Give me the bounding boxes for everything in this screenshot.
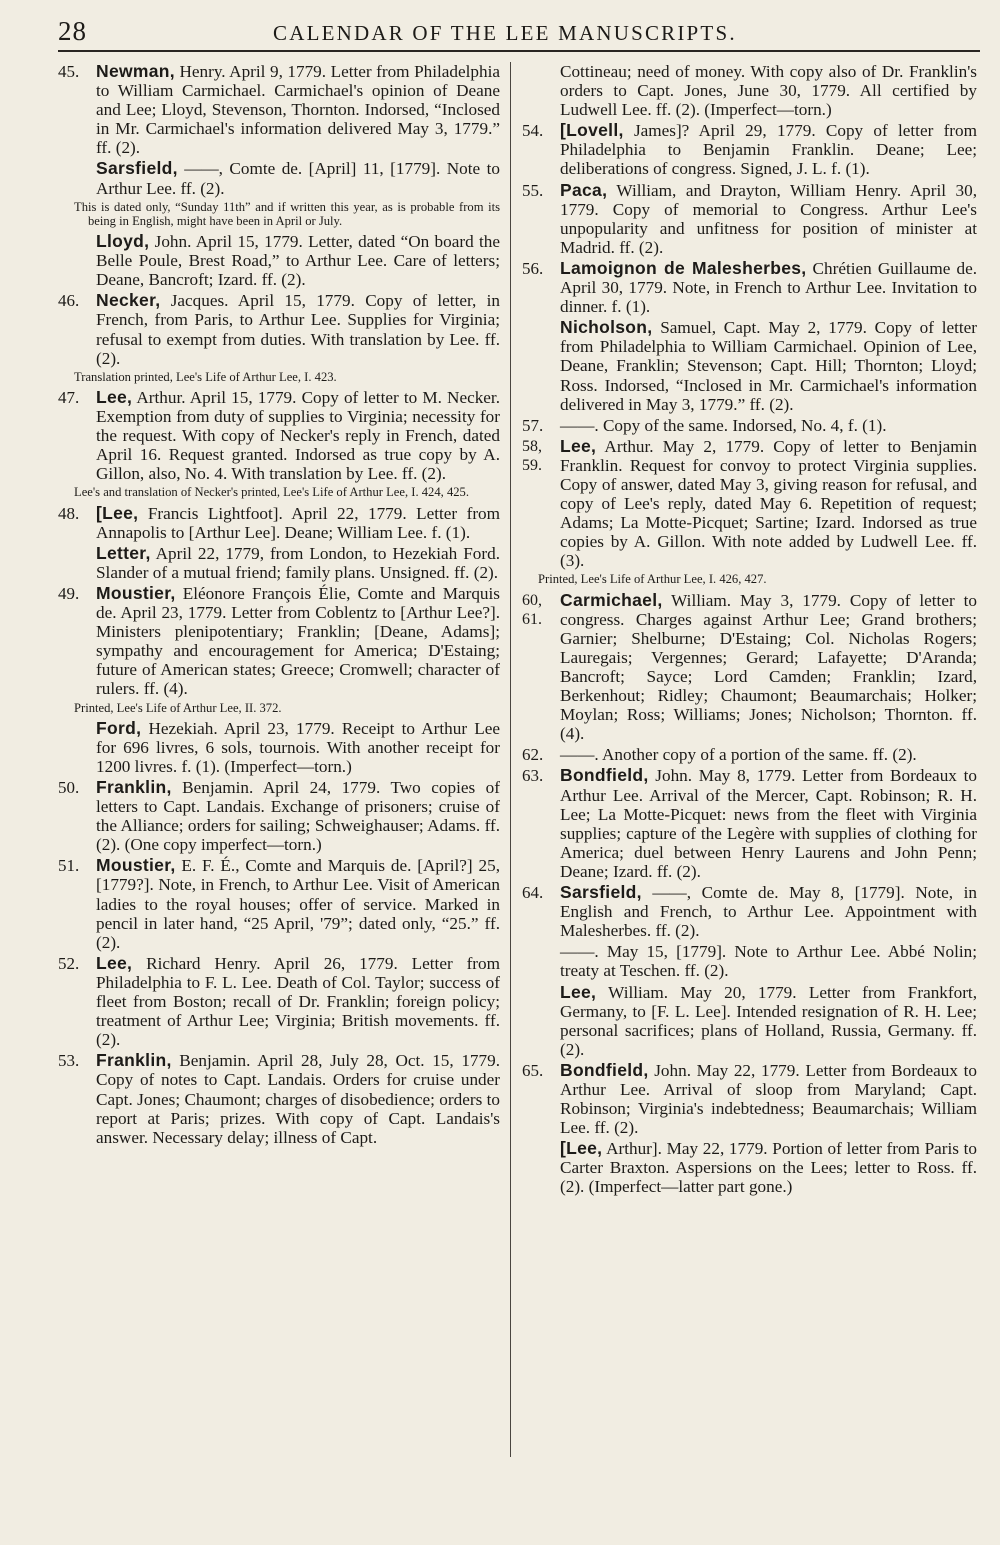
calendar-entry [522, 62, 977, 119]
entry-name: Ford, [96, 717, 142, 738]
entry-text: John. May 8, 1779. Letter from Bordeaux to Arthur Lee. Arrival of the Mercer, Capt. Robinson; R. H. Lee; La Motte-Picquet: news from the fleet with Virginia supplies; capture of the Legère with supplies of clothing for America; duel between Henry Laurens and John Penn; Deane; Izard. ff. (2). [560, 766, 977, 881]
calendar-entry [58, 778, 500, 854]
entry-name: Franklin, [96, 1050, 172, 1071]
running-title: CALENDAR OF THE LEE MANUSCRIPTS. [273, 21, 737, 45]
entry-name: Necker, [96, 290, 161, 311]
calendar-entry [522, 416, 977, 435]
entry-text: ——. May 15, [1779]. Note to Arthur Lee. Abbé Nolin; treaty at Teschen. ff. (2). [560, 942, 977, 981]
entry-number: 53. [58, 1051, 80, 1071]
printed-note: Lee's and translation of Necker's printed, Lee's Life of Arthur Lee, I. 424, 425. [74, 485, 469, 500]
column-divider [510, 62, 511, 1457]
entry-number: 47. [58, 387, 80, 407]
entry-name: Lee, [96, 386, 133, 407]
entry-number: 63. [522, 766, 544, 786]
right-column [522, 62, 977, 1199]
entry-text: Benjamin. April 28, July 28, Oct. 15, 1779. Copy of notes to Capt. Landais. Orders for cruise under Capt. Jones; Chaumont; charges of disobedience; orders to report at Paris; prizes. With copy of Capt. Landais's answer. Necessary delay; illness of Capt. [96, 1051, 500, 1147]
entry-text: ——, Comte de. [April] 11, [1779]. Note to Arthur Lee. ff. (2). [96, 159, 500, 198]
entry-number: 64. [522, 883, 544, 903]
entry-name: Moustier, [96, 855, 176, 876]
entry-number: 55. [522, 180, 544, 200]
calendar-entry [522, 1139, 977, 1196]
entry-text: ——, Comte de. May 8, [1779]. Note, in English and French, to Arthur Lee. Appointment with Malesherbes. ff. (2). [560, 883, 977, 941]
entry-name: Sarsfield, [96, 158, 178, 179]
entry-text: Chrétien Guillaume de. April 30, 1779. Note, in French to Arthur Lee. Invitation to dinner. f. (1). [560, 258, 977, 317]
entry-text: Francis Lightfoot]. April 22, 1779. Letter from Annapolis to [Arthur Lee]. Deane; William Lee. f. (1). [96, 503, 500, 542]
entry-name: Lamoignon de Malesherbes, [560, 257, 807, 278]
calendar-entry [58, 719, 500, 776]
calendar-entry [522, 766, 977, 881]
entry-text: William, and Drayton, William Henry. April 30, 1779. Copy of memorial to Congress. Arthur Lee's unpopularity and unfitness for position of minister at Madrid. ff. (2). [560, 180, 977, 257]
entry-number: 60, 61. [522, 591, 542, 628]
entry-name: Moustier, [96, 582, 176, 603]
entry-text: April 22, 1779, from London, to Hezekiah Ford. Slander of a mutual friend; family plans. Unsigned. ff. (2). [96, 543, 500, 582]
printed-note: Printed, Lee's Life of Arthur Lee, I. 426, 427. [538, 572, 767, 587]
calendar-entry [522, 121, 977, 178]
entry-text: E. F. É., Comte and Marquis de. [April?] 25, [1779?]. Note, in French, to Arthur Lee. Visit of American ladies to the royal houses; offer of service. Marked in pencil in later hand, “25 April, '79”; dated only, “25.” ff. (2). [96, 856, 500, 952]
entry-name: [Lee, [560, 1138, 603, 1159]
calendar-entry [522, 983, 977, 1059]
calendar-entry [58, 544, 500, 582]
entry-text: Benjamin. April 24, 1779. Two copies of letters to Capt. Landais. Exchange of prisoners; cruise of the Alliance; orders for sailing; Schweighauser; Adams. ff. (2). (One copy imperfect—torn.) [96, 778, 500, 855]
entry-number: 50. [58, 778, 80, 798]
calendar-entry [522, 591, 977, 744]
calendar-entry [522, 745, 977, 764]
calendar-entry [58, 584, 500, 699]
calendar-entry [58, 856, 500, 951]
calendar-entry [58, 232, 500, 289]
entry-name: [Lovell, [560, 120, 624, 141]
entry-name: Lee, [96, 952, 133, 973]
entry-name: Lee, [560, 981, 597, 1002]
calendar-entry [522, 883, 977, 940]
entry-text: Richard Henry. April 26, 1779. Letter from Philadelphia to F. L. Lee. Death of Col. Taylor; success of fleet from Boston; recall of Dr. Franklin; foreign policy; treatment of Arthur Lee; Virginia; British movements. ff. (2). [96, 953, 500, 1050]
entry-number: 48. [58, 503, 80, 523]
entry-name: Letter, [96, 542, 151, 563]
entry-text: Hezekiah. April 23, 1779. Receipt to Arthur Lee for 696 livres, 6 sols, tournois. With another receipt for 1200 livres. f. (1). (Imperfect—torn.) [96, 718, 500, 776]
printed-note: This is dated only, “Sunday 11th” and if written this year, as is probable from its being in English, might have been in April or July. [74, 199, 500, 228]
entry-text: Arthur. May 2, 1779. Copy of letter to Benjamin Franklin. Request for convoy to protect Virginia supplies. Copy of answer, dated May 3, giving reason for refusal, and copy of Lee's reply, dated May 6. Repetition of request; Adams; La Motte-Picquet; Sartine; Izard. Indorsed as true copies by A. Gillon. With note added by Ludwell Lee. ff. (3). [560, 436, 977, 571]
entry-name: [Lee, [96, 502, 139, 523]
calendar-entry [58, 388, 500, 483]
calendar-entry [58, 954, 500, 1049]
entry-text: James]? April 29, 1779. Copy of letter from Philadelphia to Benjamin Franklin. Deane; Lee; deliberations of congress. Signed, J. L. f. (1). [560, 121, 977, 179]
calendar-entry [58, 1051, 500, 1146]
entry-text: John. April 15, 1779. Letter, dated “On board the Belle Poule, Brest Road,” to Arthur Lee. Care of letters; Deane, Bancroft; Izard. ff. (2). [96, 232, 500, 290]
printed-note: Translation printed, Lee's Life of Arthur Lee, I. 423. [74, 369, 337, 384]
entry-text: Eléonore François Élie, Comte and Marquis de. April 23, 1779. Letter from Coblentz to [Arthur Lee?]. Ministers plenipotentiary; Franklin; [Deane, Adams]; sympathy and encouragement for America; D'Estaing; future of American states; Greece; Cromwell; character of rulers. ff. (4). [96, 583, 500, 699]
entry-text: ——. Another copy of a portion of the same. ff. (2). [560, 745, 917, 765]
entry-name: Franklin, [96, 777, 172, 798]
calendar-entry [522, 437, 977, 571]
entry-text: William. May 20, 1779. Letter from Frankfort, Germany, to [F. L. Lee]. Intended resignation of R. H. Lee; personal sacrifices; plans of Holland, Russia, Germany. ff. (2). [560, 982, 977, 1059]
entry-number: 52. [58, 953, 80, 973]
entry-text: Henry. April 9, 1779. Letter from Philadelphia to William Carmichael. Carmichael's opinion of Deane and Lee; Lloyd, Stevenson, Thornton. Indorsed, “Inclosed in Mr. Carmichael's information delivered May 3, 1779.” ff. (2). [96, 62, 500, 158]
entry-name: Lloyd, [96, 231, 150, 252]
entry-text: Arthur. April 15, 1779. Copy of letter to M. Necker. Exemption from duty of supplies to Virginia; necessity for the request. With copy of Necker's reply in French, dated April 16. Request granted. Indorsed as true copy by A. Gillon, also, No. 4. With translation by Lee. ff. (2). [96, 387, 500, 484]
entry-name: Paca, [560, 179, 608, 200]
header-rule [58, 50, 980, 52]
left-column [58, 62, 500, 1149]
entry-number: 54. [522, 121, 544, 141]
entry-text: Arthur]. May 22, 1779. Portion of letter from Paris to Carter Braxton. Aspersions on the Lees; letter to Ross. ff. (2). (Imperfect—latter part gone.) [560, 1139, 977, 1197]
entry-number: 49. [58, 583, 80, 603]
calendar-entry [58, 291, 500, 367]
calendar-entry [522, 259, 977, 316]
calendar-entry [58, 62, 500, 157]
entry-name: Nicholson, [560, 317, 653, 338]
entry-number: 62. [522, 745, 544, 765]
page-number: 28 [58, 16, 87, 46]
entry-number: 57. [522, 415, 544, 435]
entry-name: Bondfield, [560, 765, 649, 786]
entry-text: Cottineau; need of money. With copy also of Dr. Franklin's orders to Capt. Jones, June 30, 1779. All certified by Ludwell Lee. ff. (2). (Imperfect—torn.) [560, 62, 977, 120]
calendar-entry [522, 1061, 977, 1137]
entry-text: John. May 22, 1779. Letter from Bordeaux to Arthur Lee. Arrival of sloop from Maryland; Capt. Robinson; Virginia's indebtedness; Beaumarchais; William Lee. ff. (2). [560, 1060, 977, 1138]
entry-text: William. May 3, 1779. Copy of letter to congress. Charges against Arthur Lee; Grand brothers; Garnier; Shelburne; D'Estaing; Col. Nicholas Rogers; Lauregais; Vergennes; Gerard; Lafayette; D'Aranda; Bancroft; Sayce; Lord Camden; Franklin; Izard, Berkenhout; Ridley; Chaumont; Beaumarchais; Holker; Moylan; Ross; Williams; Jones; Nicholson; Thornton. ff. (4). [560, 590, 977, 744]
entry-number: 45. [58, 62, 80, 81]
calendar-entry [522, 318, 977, 413]
calendar-entry [522, 942, 977, 980]
entry-name: Sarsfield, [560, 882, 642, 903]
printed-note: Printed, Lee's Life of Arthur Lee, II. 372. [74, 700, 282, 715]
entry-text: ——. Copy of the same. Indorsed, No. 4, f. (1). [560, 415, 887, 435]
entry-number: 65. [522, 1060, 544, 1080]
entry-name: Carmichael, [560, 589, 663, 610]
entry-number: 51. [58, 856, 80, 876]
entry-text: Jacques. April 15, 1779. Copy of letter, in French, from Paris, to Arthur Lee. Supplies for Virginia; refusal to exempt from duties. With translation by Lee. ff. (2). [96, 291, 500, 368]
entry-number: 56. [522, 258, 544, 278]
calendar-entry [58, 504, 500, 542]
calendar-entry [522, 181, 977, 257]
entry-number: 58, 59. [522, 437, 542, 474]
entry-name: Newman, [96, 61, 175, 81]
entry-text: Samuel, Capt. May 2, 1779. Copy of letter from Philadelphia to William Carmichael. Opinion of Lee, Deane, Franklin; Stevenson; Capt. Hill; Thornton; Lloyd; Ross. Indorsed, “Inclosed in Mr. Carmichael's information delivered in May 3, 1779.” ff. (2). [560, 318, 977, 414]
entry-name: Bondfield, [560, 1059, 649, 1080]
entry-number: 46. [58, 291, 80, 311]
page-header [58, 12, 980, 52]
calendar-entry [58, 159, 500, 197]
entry-name: Lee, [560, 435, 597, 456]
